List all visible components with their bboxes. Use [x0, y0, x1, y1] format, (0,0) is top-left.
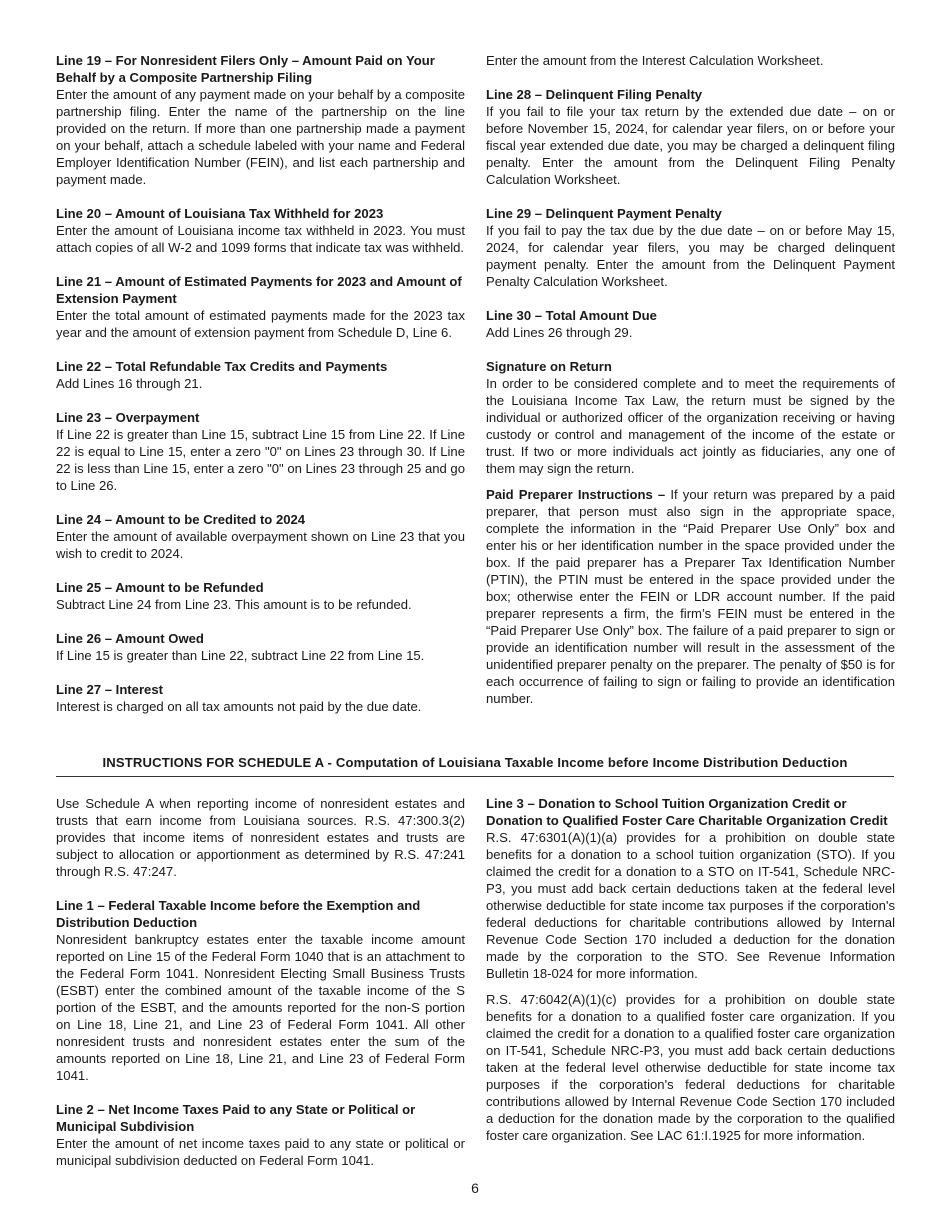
section-body: Enter the total amount of estimated payments made for the 2023 tax year and the amount of extension payment from Schedule D, Line 6.: [56, 308, 465, 340]
section-body: Nonresident bankruptcy estates enter the taxable income amount reported on Line 15 of the Federal Form 1040 that is an attachment to the Federal Form 1041. Nonresident Electing Small Business Trusts (ESBT) enter the combined amount of the taxable income of the S portion of the ESBT, and the amounts reported for the non-S portion on Line 18, Line 21, and Line 23 of Federal Form 1041. All other nonresident trusts and nonresident estates enter the sum of the amounts reported on Line 18, Line 21, and Line 23 of Federal Form 1041.: [56, 932, 465, 1083]
section-heading: Line 22 – Total Refundable Tax Credits and Payments: [56, 359, 388, 374]
section-schedule-a-intro: [56, 795, 465, 880]
section-line-30: [486, 307, 895, 341]
section-line-21: [56, 273, 465, 341]
section-signature: [486, 358, 895, 477]
section-body: Add Lines 26 through 29.: [486, 325, 633, 340]
section-line-22: [56, 358, 465, 392]
section-body: Interest is charged on all tax amounts not paid by the due date.: [56, 699, 422, 714]
section-heading: Line 27 – Interest: [56, 682, 163, 697]
section-body: If you fail to file your tax return by the extended due date – on or before November 15, 2024, for calendar year filers, on or before your fiscal year extended due date, you may be charged a delinquent filing penalty. Enter the amount from the Delinquent Filing Penalty Calculation Worksheet.: [486, 104, 895, 187]
right-column-top: [486, 52, 895, 724]
section-line-26: [56, 630, 465, 664]
section-heading: Line 23 – Overpayment: [56, 410, 200, 425]
section-heading: Line 26 – Amount Owed: [56, 631, 204, 646]
section-heading: Line 21 – Amount of Estimated Payments for 2023 and Amount of Extension Payment: [56, 274, 462, 306]
section-line-27-continued: [486, 52, 895, 69]
section-body: If you fail to pay the tax due by the due date – on or before May 15, 2024, for calendar year filers, you may be charged delinquent payment penalty. Enter the amount from the Delinquent Payment Penalty Calculation Worksheet.: [486, 223, 895, 289]
section-body: R.S. 47:6042(A)(1)(c) provides for a prohibition on double state benefits for a donation to a qualified foster care organization. If you claimed the credit for a donation to a qualified foster care organization on IT-541, Schedule NRC-P3, you must add back certain deductions taken at the federal level otherwise deductible for state income tax purposes if the corporation's federal deductions for charitable contributions allowed by Internal Revenue Code Section 170 included a deduction for the donation made by the corporation to the qualified foster care organization. See LAC 61:I.1925 for more information.: [486, 992, 895, 1143]
section-line-24: [56, 511, 465, 562]
section-body: Use Schedule A when reporting income of nonresident estates and trusts that earn income from Louisiana sources. R.S. 47:300.3(2) provides that income items of nonresident estates and trusts are subject to allocation or apportionment as determined by R.S. 47:241 through R.S. 47:247.: [56, 796, 465, 879]
right-column-bottom: [486, 795, 895, 1161]
section-line-28: [486, 86, 895, 188]
section-heading: Line 2 – Net Income Taxes Paid to any State or Political or Municipal Subdivision: [56, 1102, 416, 1134]
section-schedule-a-line-1: [56, 897, 465, 1084]
section-body: Enter the amount of Louisiana income tax withheld in 2023. You must attach copies of all W-2 and 1099 forms that indicate tax was withheld.: [56, 223, 465, 255]
schedule-a-title: INSTRUCTIONS FOR SCHEDULE A - Computation of Louisiana Taxable Income before Income Distribution Deduction: [102, 755, 848, 770]
section-heading: Line 20 – Amount of Louisiana Tax Withheld for 2023: [56, 206, 384, 221]
page-number: 6: [471, 1180, 479, 1196]
section-heading: Line 25 – Amount to be Refunded: [56, 580, 264, 595]
section-heading: Line 24 – Amount to be Credited to 2024: [56, 512, 306, 527]
section-heading: Line 3 – Donation to School Tuition Organization Credit or Donation to Qualified Foster Care Charitable Organization Credit: [486, 796, 888, 828]
section-paid-preparer: [486, 486, 895, 707]
divider: [56, 776, 894, 777]
section-heading: Signature on Return: [486, 359, 612, 374]
section-line-29: [486, 205, 895, 290]
section-body: Add Lines 16 through 21.: [56, 376, 203, 391]
section-heading: Paid Preparer Instructions –: [486, 487, 666, 502]
section-body: If Line 22 is greater than Line 15, subtract Line 15 from Line 22. If Line 22 is equal to Line 15, enter a zero "0" on Lines 23 through 30. If Line 22 is less than Line 15, enter a zero "0" on Lines 23 through 25 and go to Line 26.: [56, 427, 465, 493]
section-body: If your return was prepared by a paid preparer, that person must also sign in the appropriate space, complete the information in the “Paid Preparer Use Only” box and enter his or her identification number in the space provided under the box. If the paid preparer has a Preparer Tax Identification Number (PTIN), the PTIN must be entered in the space provided under the box; otherwise enter the FEIN or LDR account number. If the paid preparer represents a firm, the firm’s FEIN must be entered in the “Paid Preparer Use Only” box. The failure of a paid preparer to sign or provide an identification number will result in the assessment of the unidentified preparer penalty on the preparer. The penalty of $50 is for each occurrence of failing to sign or failing to provide an identification number.: [486, 487, 895, 706]
section-body: Enter the amount of net income taxes paid to any state or political or municipal subdivision deducted on Federal Form 1041.: [56, 1136, 465, 1168]
section-line-19: [56, 52, 465, 188]
section-line-25: [56, 579, 465, 613]
section-heading: Line 29 – Delinquent Payment Penalty: [486, 206, 722, 221]
section-heading: Line 30 – Total Amount Due: [486, 308, 657, 323]
section-body: R.S. 47:6301(A)(1)(a) provides for a prohibition on double state benefits for a donation to a school tuition organization (STO). If you claimed the credit for a donation to a STO on IT-541, Schedule NRC-P3, you must add back certain deductions taken at the federal level otherwise deductible for state income tax purposes if the corporation's federal deductions for charitable contributions allowed by Internal Revenue Code Section 170 included a deduction for the donation made by the corporation to the STO. See Revenue Information Bulletin 18-024 for more information.: [486, 830, 895, 981]
section-line-27: [56, 681, 465, 715]
section-schedule-a-line-3-foster-care: [486, 991, 895, 1144]
section-body: If Line 15 is greater than Line 22, subtract Line 22 from Line 15.: [56, 648, 425, 663]
section-heading: Line 1 – Federal Taxable Income before the Exemption and Distribution Deduction: [56, 898, 421, 930]
section-body: Enter the amount of available overpayment shown on Line 23 that you wish to credit to 2024.: [56, 529, 465, 561]
section-body: Enter the amount from the Interest Calculation Worksheet.: [486, 53, 824, 68]
section-schedule-a-line-3: [486, 795, 895, 982]
section-heading: Line 28 – Delinquent Filing Penalty: [486, 87, 703, 102]
section-body: Subtract Line 24 from Line 23. This amount is to be refunded.: [56, 597, 412, 612]
section-body: Enter the amount of any payment made on your behalf by a composite partnership filing. Enter the name of the partnership on the line provided on the return. If more than one partnership made a payment on your behalf, attach a schedule labeled with your name and Federal Employer Identification Number (FEIN), and list each partnership and payment made.: [56, 87, 465, 187]
section-heading: Line 19 – For Nonresident Filers Only – Amount Paid on Your Behalf by a Composite Partnership Filing: [56, 53, 435, 85]
section-schedule-a-line-2: [56, 1101, 465, 1169]
section-line-20: [56, 205, 465, 256]
section-body: In order to be considered complete and to meet the requirements of the Louisiana Income Tax Law, the return must be signed by the individual or authorized officer of the organization receiving or having custody or control and management of the income of the estate or trust. If two or more individuals act jointly as fiduciaries, any one of them may sign the return.: [486, 376, 895, 476]
section-line-23: [56, 409, 465, 494]
left-column-top: [56, 52, 465, 732]
left-column-bottom: [56, 795, 465, 1186]
